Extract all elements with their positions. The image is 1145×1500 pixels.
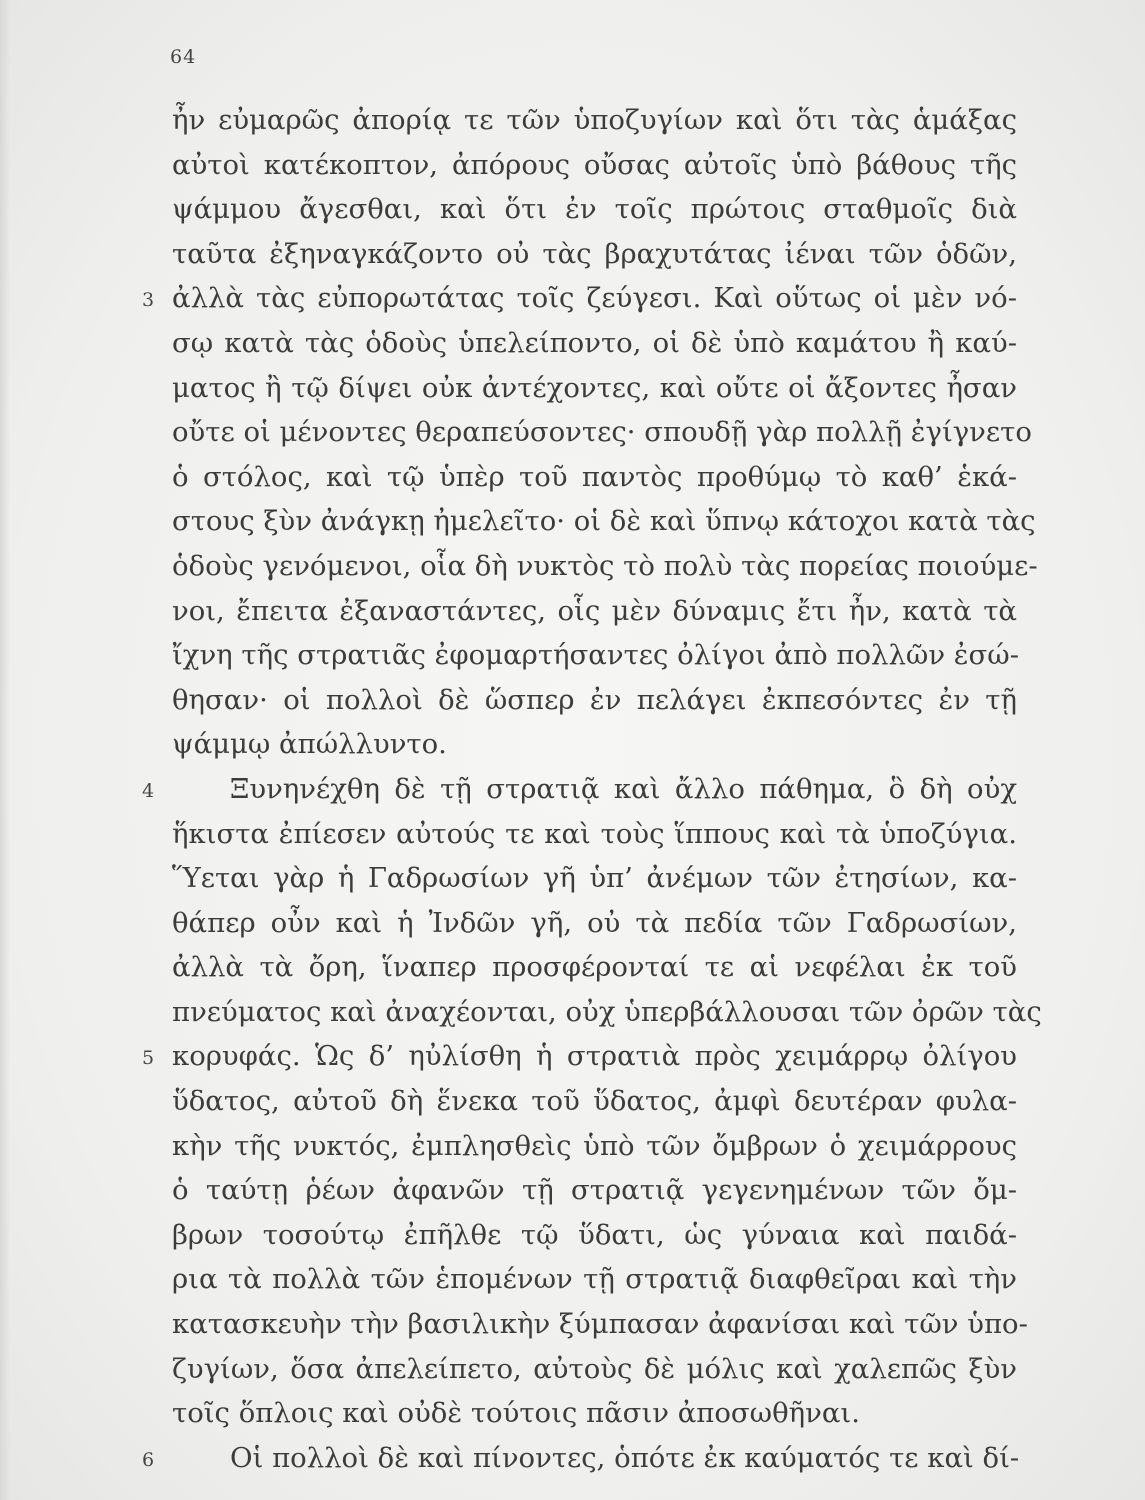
- text-line-content: ψάμμῳ ἀπώλλυντο.: [172, 728, 447, 761]
- section-number: 6: [142, 1448, 155, 1471]
- text-line-content: ἀλλὰ τὰ ὄρη, ἵναπερ προσφέρονταί τε αἱ νεφέλαι ἐκ τοῦ: [172, 951, 1017, 984]
- text-line: [172, 1168, 1017, 1213]
- text-line-content: ζυγίων, ὅσα ἀπελείπετο, αὐτοὺς δὲ μόλις καὶ χαλεπῶς ξὺν: [172, 1352, 1017, 1385]
- text-line: [172, 1213, 1017, 1258]
- section-number: 4: [142, 779, 155, 802]
- text-line: [172, 589, 1017, 634]
- text-line-content: σῳ κατὰ τὰς ὁδοὺς ὑπελείποντο, οἱ δὲ ὑπὸ καμάτου ἢ καύ-: [172, 326, 1017, 359]
- text-line: [142, 1034, 1017, 1079]
- text-line: [172, 232, 1017, 277]
- text-line: [172, 722, 1017, 767]
- text-line-content: Ὕεται γὰρ ἡ Γαδρωσίων γῆ ὑπ’ ἀνέμων τῶν ἐτησίων, κα-: [172, 862, 1017, 895]
- text-line-content: ἥκιστα ἐπίεσεν αὐτούς τε καὶ τοὺς ἵππους καὶ τὰ ὑποζύγια.: [172, 817, 1017, 850]
- text-line-content: ἀλλὰ τὰς εὐπορωτάτας τοῖς ζεύγεσι. Καὶ οὕτως οἱ μὲν νό-: [172, 282, 1017, 315]
- text-line: [172, 1391, 1017, 1436]
- text-line-content: ματος ἢ τῷ δίψει οὐκ ἀντέχοντες, καὶ οὔτε οἱ ἄξοντες ἦσαν: [172, 371, 1017, 404]
- text-line: [172, 455, 1017, 500]
- text-line-content: τοῖς ὅπλοις καὶ οὐδὲ τούτοις πᾶσιν ἀποσωθῆναι.: [172, 1397, 860, 1430]
- text-line: [172, 366, 1017, 411]
- binding-shadow: [0, 0, 10, 1500]
- text-line-content: ψάμμου ἄγεσθαι, καὶ ὅτι ἐν τοῖς πρώτοις σταθμοῖς διὰ: [172, 193, 1017, 226]
- text-line: [172, 812, 1017, 857]
- text-line-content: ταῦτα ἐξηναγκάζοντο οὐ τὰς βραχυτάτας ἰέναι τῶν ὁδῶν,: [172, 237, 1017, 270]
- text-line-content: νοι, ἔπειτα ἐξαναστάντες, οἷς μὲν δύναμις ἔτι ἦν, κατὰ τὰ: [172, 594, 1017, 627]
- text-line-content: ρια τὰ πολλὰ τῶν ἑπομένων τῇ στρατιᾷ διαφθεῖραι καὶ τὴν: [172, 1263, 1017, 1296]
- text-line-content: θάπερ οὖν καὶ ἡ Ἰνδῶν γῆ, οὐ τὰ πεδία τῶν Γαδρωσίων,: [172, 906, 1017, 939]
- text-line: [172, 1124, 1017, 1169]
- text-line: [172, 1302, 1028, 1347]
- text-line-content: ὁδοὺς γενόμενοι, οἷα δὴ νυκτὸς τὸ πολὺ τὰς πορείας ποιούμε-: [172, 549, 1038, 582]
- text-line-content: ὁ ταύτῃ ῥέων ἀφανῶν τῇ στρατιᾷ γεγενημένων τῶν ὄμ-: [172, 1174, 1017, 1207]
- text-line-content: Οἱ πολλοὶ δὲ καὶ πίνοντες, ὁπότε ἐκ καύματός τε καὶ δί-: [230, 1441, 1020, 1474]
- text-line-content: ἦν εὐμαρῶς ἀπορίᾳ τε τῶν ὑποζυγίων καὶ ὅτι τὰς ἁμάξας: [172, 104, 1017, 136]
- text-line: [172, 143, 1017, 188]
- text-line-content: πνεύματος καὶ ἀναχέονται, οὐχ ὑπερβάλλουσαι τῶν ὀρῶν τὰς: [172, 995, 1042, 1028]
- text-line: [172, 633, 1020, 678]
- text-line-content: στους ξὺν ἀνάγκῃ ἠμελεῖτο· οἱ δὲ καὶ ὕπνῳ κάτοχοι κατὰ τὰς: [172, 505, 1036, 538]
- text-line: [172, 499, 1036, 544]
- text-line-content: κὴν τῆς νυκτός, ἐμπλησθεὶς ὑπὸ τῶν ὄμβρων ὁ χειμάρρους: [172, 1129, 1017, 1162]
- text-line: [172, 410, 1032, 455]
- text-line: [172, 945, 1017, 990]
- text-line: [172, 1079, 1017, 1124]
- text-line: [172, 98, 1017, 143]
- text-line: [172, 187, 1017, 232]
- text-line: [142, 1436, 1020, 1481]
- text-line-content: Ξυνηνέχθη δὲ τῇ στρατιᾷ καὶ ἄλλο πάθημα, ὃ δὴ οὐχ: [230, 772, 1017, 805]
- text-line-content: αὐτοὶ κατέκοπτον, ἀπόρους οὔσας αὐτοῖς ὑπὸ βάθους τῆς: [172, 148, 1017, 181]
- section-number: 5: [142, 1047, 155, 1070]
- text-line: [172, 321, 1017, 366]
- text-line-content: οὔτε οἱ μένοντες θεραπεύσοντες· σπουδῇ γὰρ πολλῇ ἐγίγνετο: [172, 416, 1032, 449]
- section-number: 3: [142, 289, 155, 312]
- page-number: 64: [170, 46, 197, 68]
- text-line: [172, 990, 1042, 1035]
- text-line-content: ἴχνη τῆς στρατιᾶς ἐφομαρτήσαντες ὀλίγοι ἀπὸ πολλῶν ἐσώ-: [172, 639, 1020, 672]
- text-line: [142, 276, 1017, 321]
- text-line: [172, 544, 1038, 589]
- text-line-content: ὁ στόλος, καὶ τῷ ὑπὲρ τοῦ παντὸς προθύμῳ τὸ καθ’ ἑκά-: [172, 460, 1017, 493]
- text-line: [172, 1257, 1017, 1302]
- text-line-content: θησαν· οἱ πολλοὶ δὲ ὥσπερ ἐν πελάγει ἐκπεσόντες ἐν τῇ: [172, 683, 1017, 716]
- text-line: [142, 767, 1017, 812]
- text-line: [172, 901, 1017, 946]
- text-line-content: ὕδατος, αὐτοῦ δὴ ἕνεκα τοῦ ὕδατος, ἀμφὶ δευτέραν φυλα-: [172, 1085, 1017, 1118]
- text-line: [172, 856, 1017, 901]
- text-line-content: κατασκευὴν τὴν βασιλικὴν ξύμπασαν ἀφανίσαι καὶ τῶν ὑπο-: [172, 1308, 1028, 1341]
- text-line-content: βρων τοσούτῳ ἐπῆλθε τῷ ὕδατι, ὡς γύναια καὶ παιδά-: [172, 1218, 1017, 1251]
- text-line: [172, 678, 1017, 723]
- text-line-content: κορυφάς. Ὡς δ’ ηὐλίσθη ἡ στρατιὰ πρὸς χειμάρρῳ ὀλίγου: [172, 1040, 1017, 1073]
- text-body: [142, 98, 1042, 1480]
- text-line: [172, 1347, 1017, 1392]
